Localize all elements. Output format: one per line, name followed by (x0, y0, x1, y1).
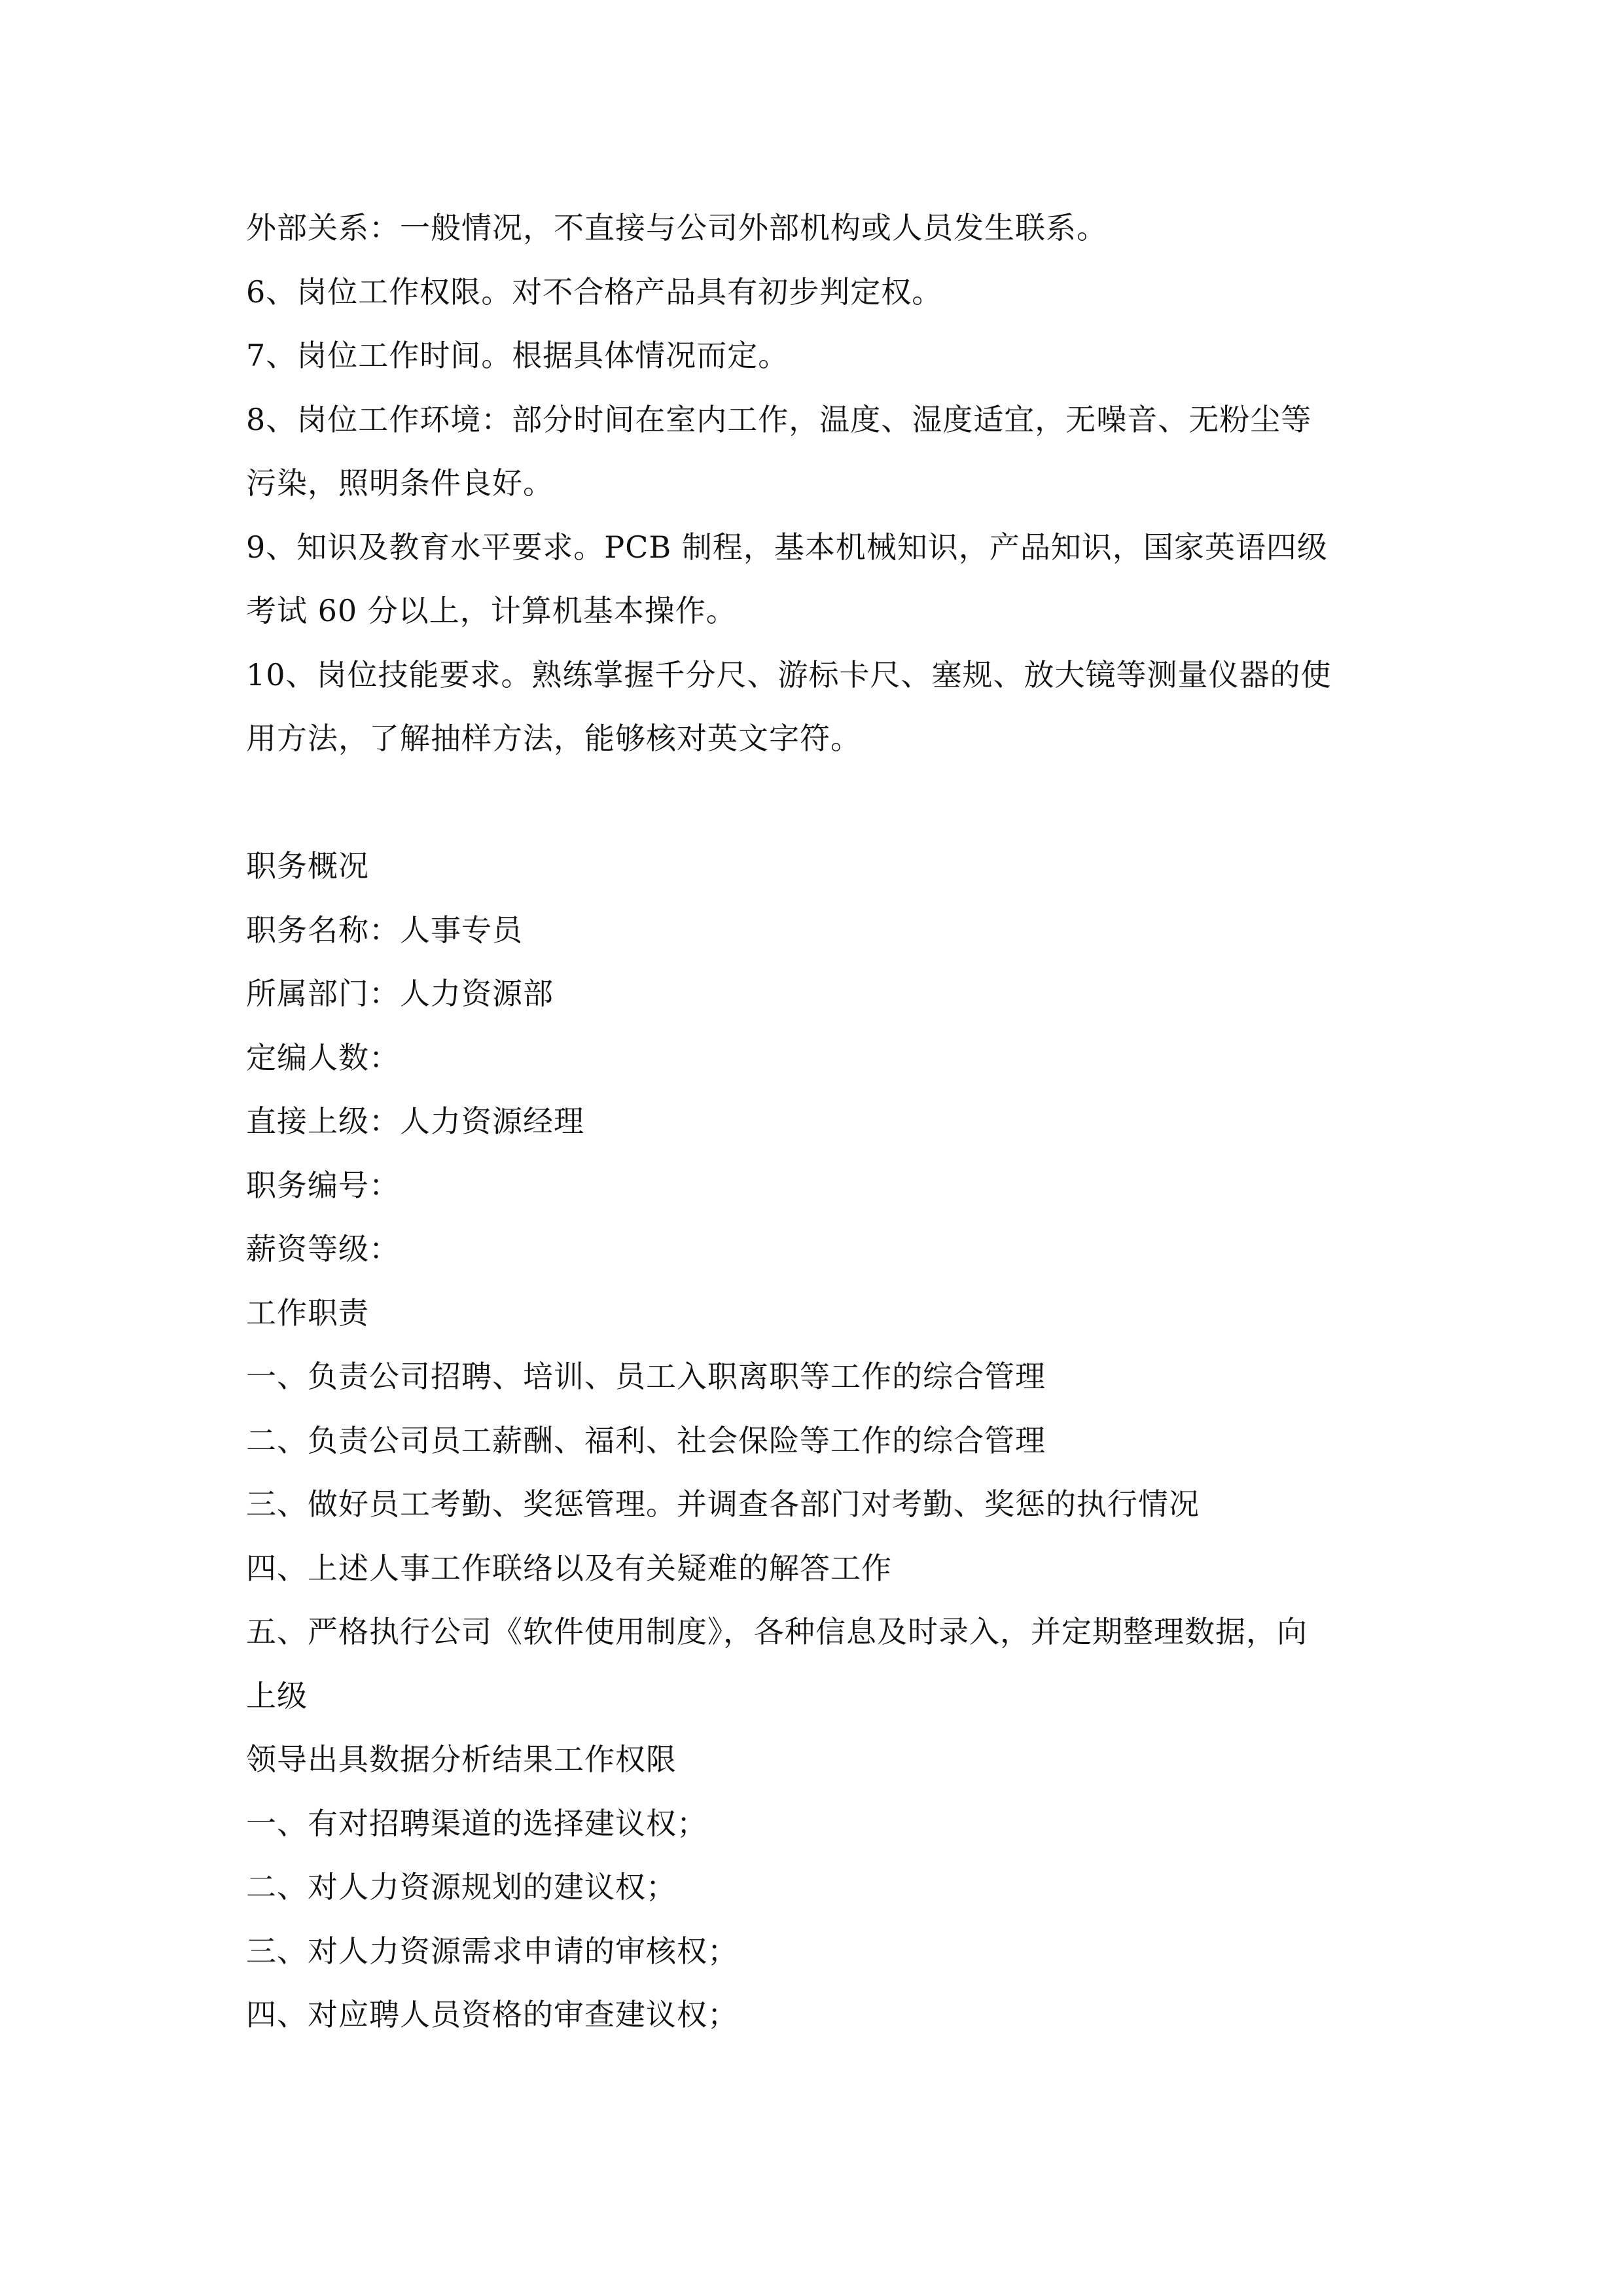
text-line: 二、对人力资源规划的建议权； (246, 1869, 677, 1905)
section-job-requirements (246, 196, 1385, 771)
text-line: 上级 (246, 1677, 308, 1713)
text-line: 三、做好员工考勤、奖惩管理。并调查各部门对考勤、奖惩的执行情况 (246, 1486, 1200, 1522)
text-line: 9、知识及教育水平要求。PCB 制程，基本机械知识，产品知识，国家英语四级 (246, 529, 1328, 565)
section-heading: 工作职责 (246, 1295, 369, 1331)
text-line: 定编人数： (246, 1039, 400, 1075)
text-line: 8、岗位工作环境：部分时间在室内工作，温度、湿度适宜，无噪音、无粉尘等 (246, 401, 1312, 437)
text-line: 污染，照明条件良好。 (246, 465, 554, 501)
document-body (246, 196, 1385, 2047)
text-line: 五、严格执行公司《软件使用制度》，各种信息及时录入，并定期整理数据，向 (246, 1614, 1308, 1649)
text-line: 一、负责公司招聘、培训、员工入职离职等工作的综合管理 (246, 1359, 1046, 1394)
text-line: 直接上级：人力资源经理 (246, 1103, 584, 1139)
paragraph-gap (246, 771, 1385, 835)
text-line: 外部关系：一般情况，不直接与公司外部机构或人员发生联系。 (246, 210, 1107, 245)
text-line: 薪资等级： (246, 1231, 400, 1266)
section-job-overview (246, 834, 1385, 2047)
text-line: 四、对应聘人员资格的审查建议权； (246, 1997, 738, 2032)
text-line: 10、岗位技能要求。熟练掌握千分尺、游标卡尺、塞规、放大镜等测量仪器的使 (246, 656, 1332, 692)
text-line: 一、有对招聘渠道的选择建议权； (246, 1805, 707, 1841)
text-line: 6、岗位工作权限。对不合格产品具有初步判定权。 (246, 274, 943, 310)
text-line: 7、岗位工作时间。根据具体情况而定。 (246, 338, 789, 373)
text-line: 职务名称：人事专员 (246, 912, 523, 948)
section-heading: 职务概况 (246, 848, 369, 884)
text-line: 职务编号： (246, 1167, 400, 1203)
text-line: 三、对人力资源需求申请的审核权； (246, 1933, 738, 1969)
text-line: 用方法，了解抽样方法，能够核对英文字符。 (246, 721, 861, 756)
text-line: 考试 60 分以上，计算机基本操作。 (246, 593, 737, 628)
text-line: 二、负责公司员工薪酬、福利、社会保险等工作的综合管理 (246, 1422, 1046, 1458)
text-line: 领导出具数据分析结果工作权限 (246, 1742, 677, 1777)
text-line: 四、上述人事工作联络以及有关疑难的解答工作 (246, 1550, 892, 1586)
text-line: 所属部门：人力资源部 (246, 976, 554, 1011)
